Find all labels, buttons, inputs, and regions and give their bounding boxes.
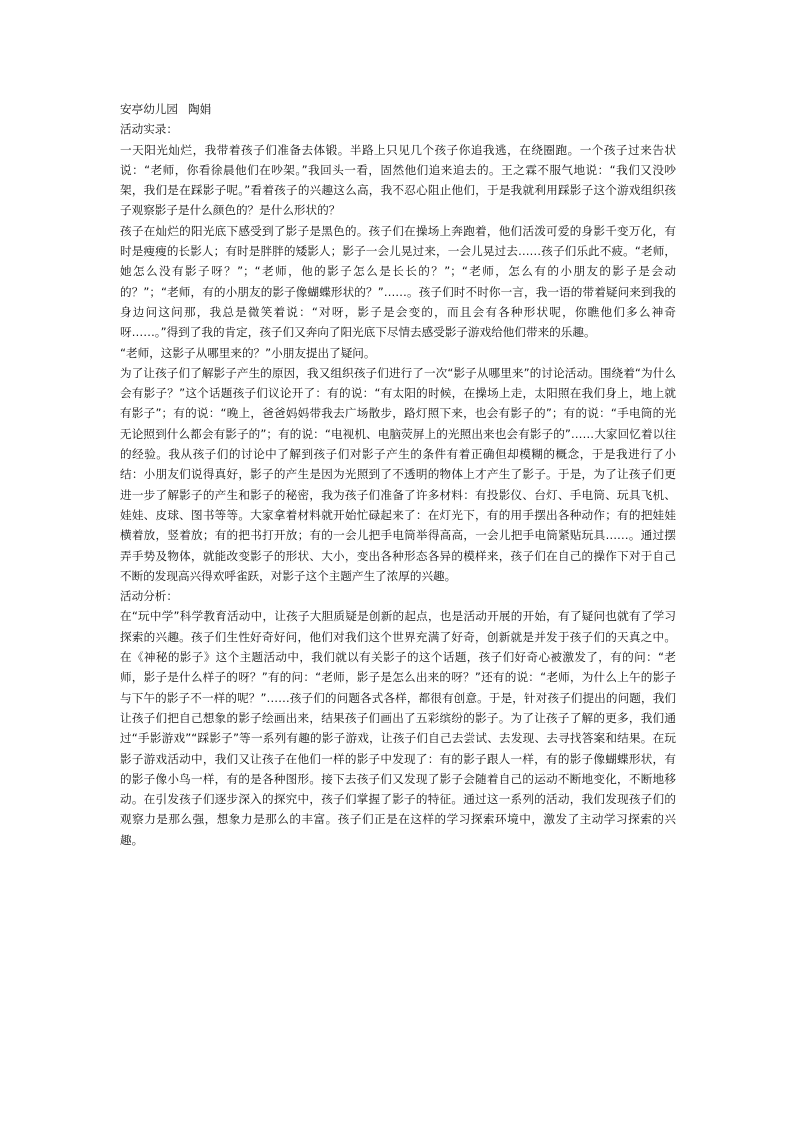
author-name: 陶娟 xyxy=(187,102,212,116)
document-page xyxy=(120,99,676,850)
author-line xyxy=(120,99,676,119)
record-paragraph-1: 一天阳光灿烂，我带着孩子们准备去体锻。半路上只见几个孩子你追我逃，在绕圈跑。一个孩子过来告状说：“老师，你看徐晨他们在吵架。”我回头一看，固然他们追来追去的。王之霖不服气地说：“我们又没吵架，我们是在踩影子呢。”看着孩子的兴趣这么高，我不忍心阻止他们，于是我就利用踩影子这个游戏组织孩子观察影子是什么颜色的？是什么形状的？ xyxy=(120,142,676,218)
record-paragraph-4: 为了让孩子们了解影子产生的原因，我又组织孩子们进行了一次“影子从哪里来”的讨论活动。围绕着“为什么会有影子？”这个话题孩子们议论开了：有的说：“有太阳的时候，在操场上走，太阳照在我们身上，地上就有影子”；有的说：“晚上，爸爸妈妈带我去广场散步，路灯照下来，也会有影子的”；有的说：“手电筒的光无论照到什么都会有影子的”；有的说：“电视机、电脑荧屏上的光照出来也会有影子的”……大家回忆着以往的经验。我从孩子们的讨论中了解到孩子们对影子产生的条件有着正确但却模糊的概念，于是我进行了小结：小朋友们说得真好，影子的产生是因为光照到了不透明的物体上才产生了影子。于是，为了让孩子们更进一步了解影子的产生和影子的秘密，我为孩子们准备了许多材料：有投影仪、台灯、手电筒、玩具飞机、娃娃、皮球、图书等等。大家拿着材料就开始忙碌起来了：在灯光下，有的用手摆出各种动作；有的把娃娃横着放，竖着放；有的把书打开放；有的一会儿把手电筒举得高高，一会儿把手电筒紧贴玩具……。通过摆弄手势及物体，就能改变影子的形状、大小，变出各种形态各异的模样来，孩子们在自己的操作下对于自己不断的发现高兴得欢呼雀跃，对影子这个主题产生了浓厚的兴趣。 xyxy=(120,365,676,583)
record-paragraph-3: “老师，这影子从哪里来的？”小朋友提出了疑问。 xyxy=(120,345,376,360)
section-heading-record: 活动实录： xyxy=(120,122,178,137)
record-paragraph-2: 孩子在灿烂的阳光底下感受到了影子是黑色的。孩子们在操场上奔跑着，他们活泼可爱的身影千变万化，有时是瘦瘦的长影人；有时是胖胖的矮影人；影子一会儿晃过来，一会儿晃过去……孩子们乐此不疲。“老师，她怎么没有影子呀？”；“老师，他的影子怎么是长长的？”；“老师，怎么有的小朋友的影子是会动的？”；“老师，有的小朋友的影子像蝴蝶形状的？”……。孩子们时不时你一言，我一语的带着疑问来到我的身边问这问那，我总是微笑着说：“对呀，影子是会变的，而且会有各种形状呢，你瞧他们多么神奇呀……。”得到了我的肯定，孩子们又奔向了阳光底下尽情去感受影子游戏给他们带来的乐趣。 xyxy=(120,223,676,340)
school-name: 安亭幼儿园 xyxy=(120,102,178,116)
section-heading-analysis: 活动分析： xyxy=(120,589,178,604)
analysis-paragraph-1: 在“玩中学”科学教育活动中，让孩子大胆质疑是创新的起点，也是活动开展的开始，有了疑问也就有了学习探索的兴趣。孩子们生性好奇好问，他们对我们这个世界充满了好奇，创新就是并发于孩子们的天真之中。在《神秘的影子》这个主题活动中，我们就以有关影子的这个话题，孩子们好奇心被激发了，有的问：“老师，影子是什么样子的呀？”有的问：“老师，影子是怎么出来的呀？”还有的说：“老师，为什么上午的影子与下午的影子不一样的呢？”……孩子们的问题各式各样，都很有创意。于是，针对孩子们提出的问题，我们让孩子们把自己想象的影子绘画出来，结果孩子们画出了五彩缤纷的影子。为了让孩子了解的更多，我们通过“手影游戏”“踩影子”等一系列有趣的影子游戏，让孩子们自己去尝试、去发现、去寻找答案和结果。在玩影子游戏活动中，我们又让孩子在他们一样的影子中发现了：有的影子跟人一样，有的影子像蝴蝶形状，有的影子像小鸟一样，有的是各种图形。接下去孩子们又发现了影子会随着自己的运动不断地变化，不断地移动。在引发孩子们逐步深入的探究中，孩子们掌握了影子的特征。通过这一系列的活动，我们发现孩子们的观察力是那么强，想象力是那么的丰富。孩子们正是在这样的学习探索环境中，激发了主动学习探索的兴趣。 xyxy=(120,609,676,847)
